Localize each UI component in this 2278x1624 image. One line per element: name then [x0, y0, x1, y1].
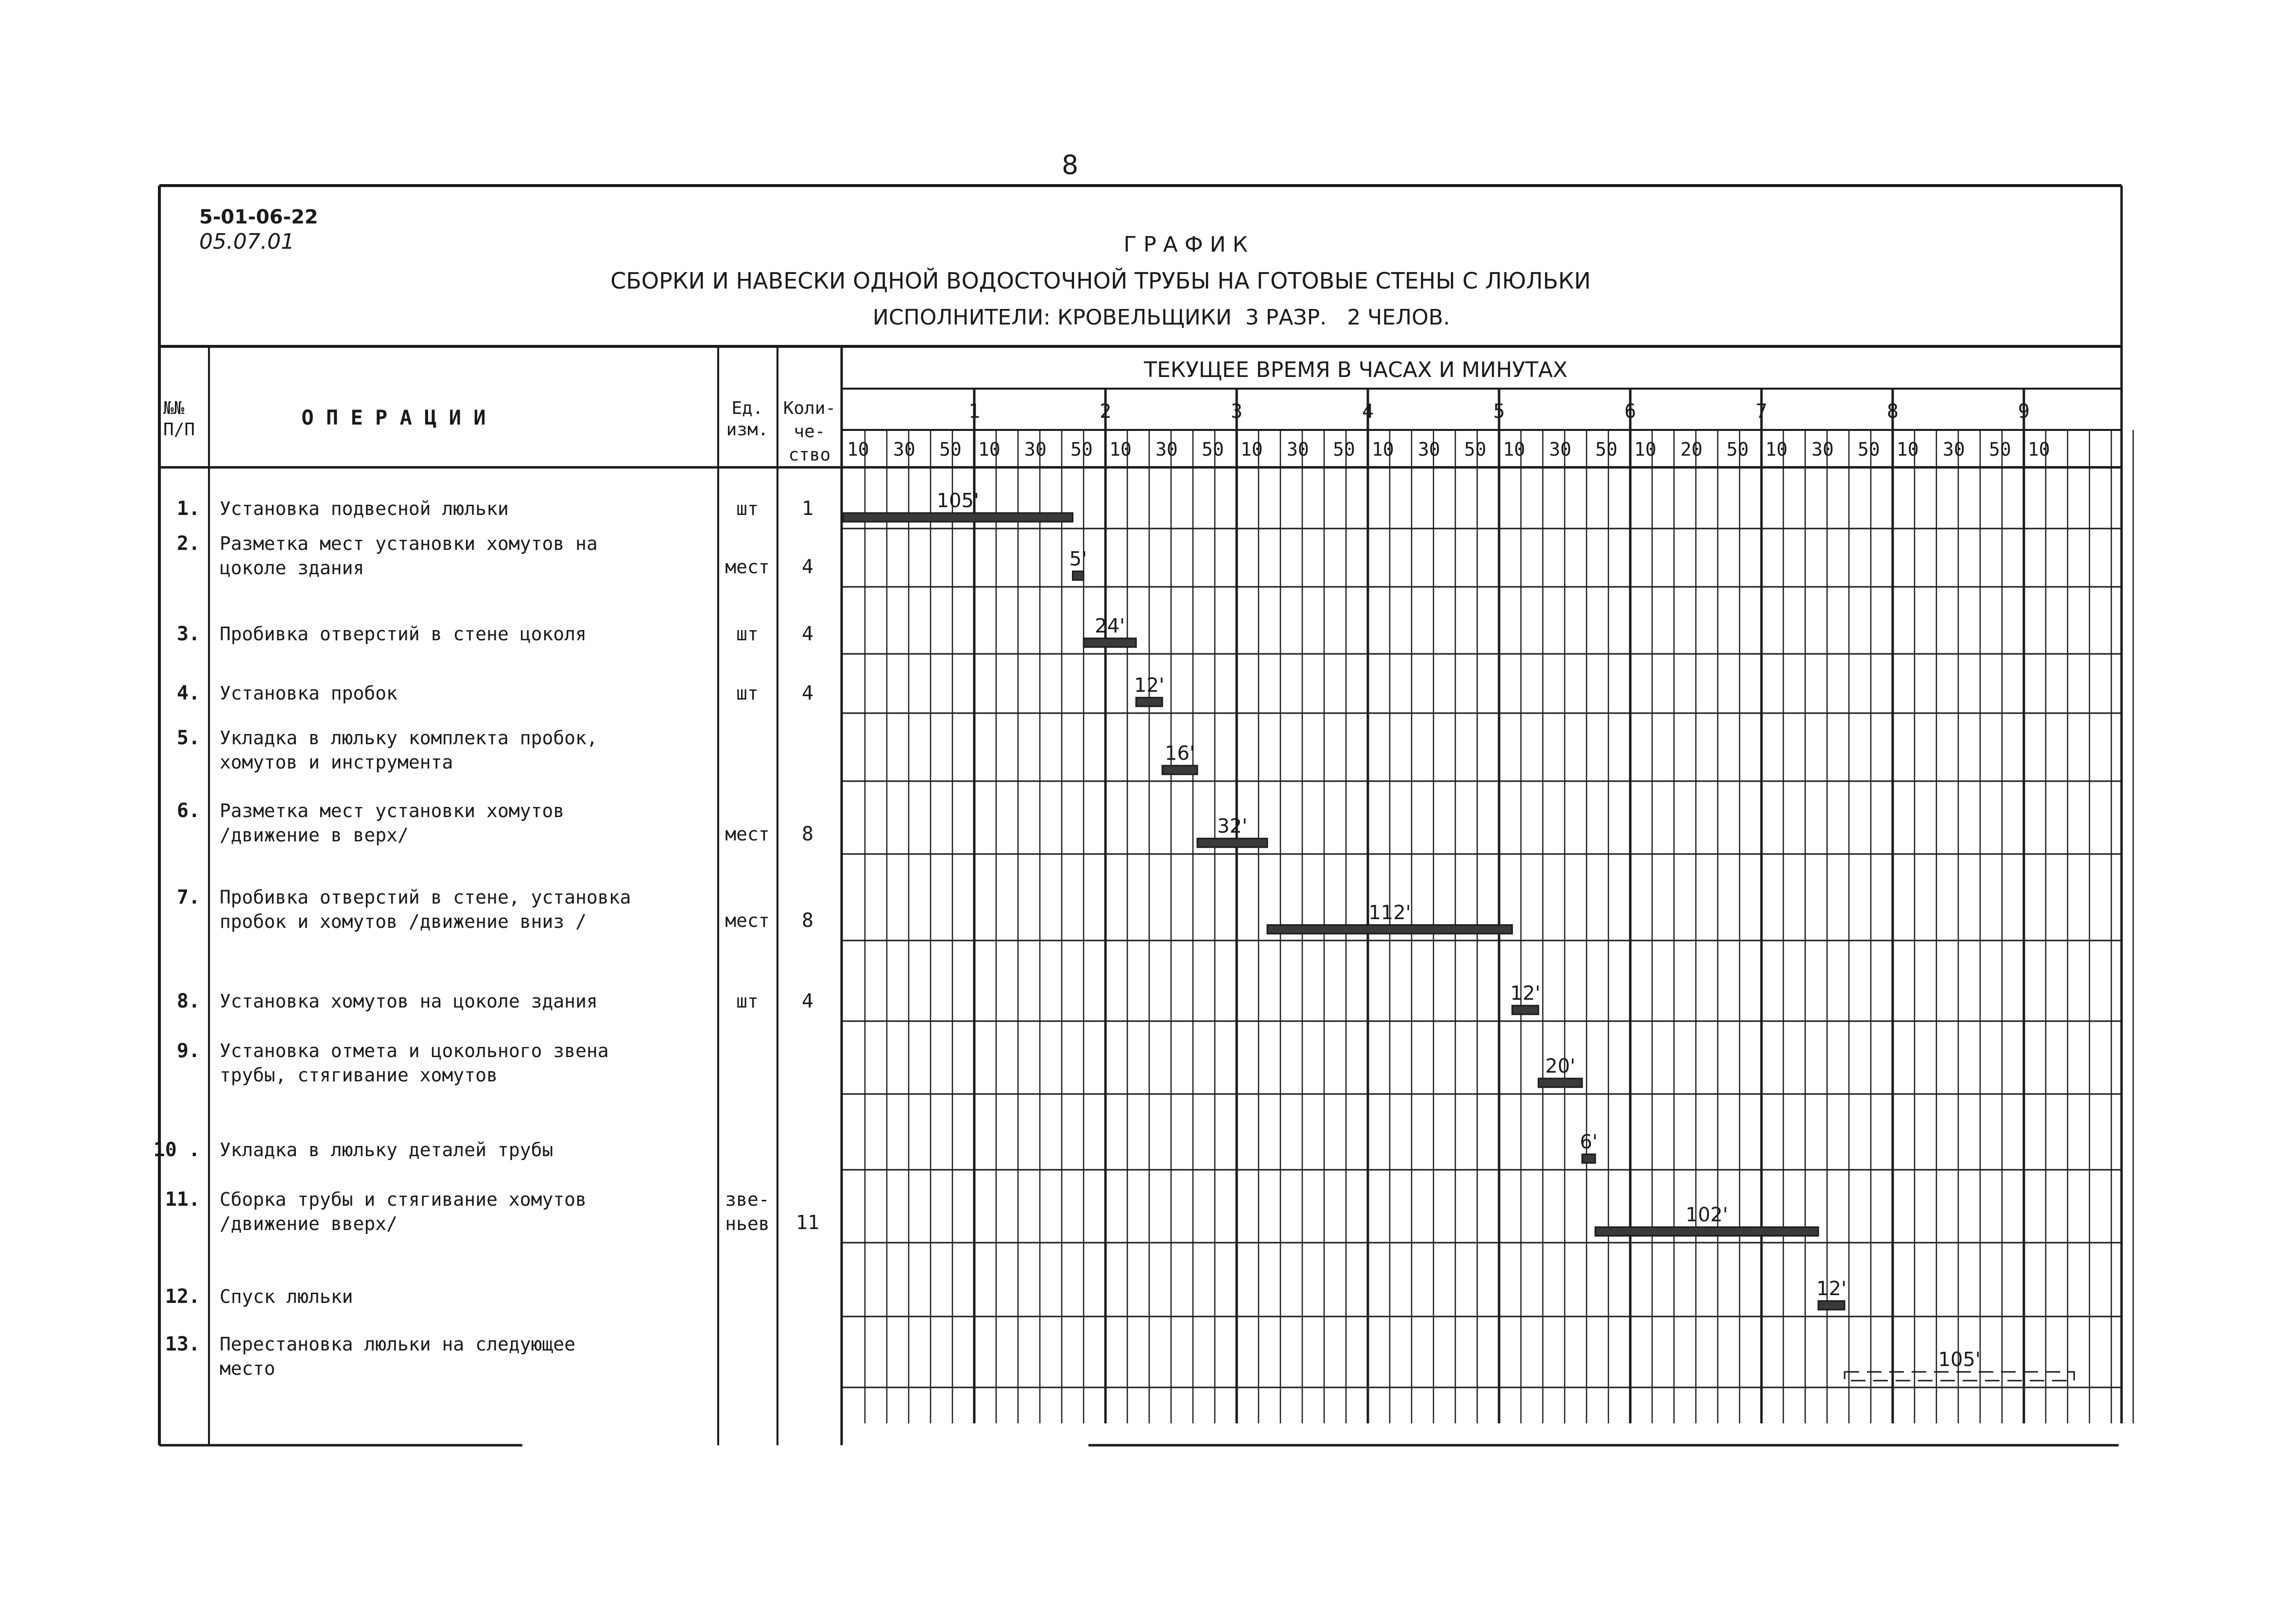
hour-label: 3 — [1230, 400, 1243, 423]
header-operations: О П Е Р А Ц И И — [301, 406, 486, 429]
hour-label: 8 — [1886, 400, 1899, 423]
operation-number: 3. — [176, 623, 200, 645]
operation-number: 13. — [165, 1333, 200, 1355]
gantt-bar — [1582, 1154, 1595, 1163]
duration-label: 20' — [1545, 1055, 1575, 1077]
minute-label: 50 — [1726, 439, 1749, 460]
gantt-bar — [1197, 838, 1267, 847]
minute-label: 10 — [978, 439, 1001, 460]
operation-name: цоколе здания — [220, 557, 364, 579]
gantt-bar — [1595, 1227, 1818, 1236]
duration-label: 105' — [1938, 1349, 1981, 1371]
duration-label: 102' — [1685, 1204, 1728, 1226]
operation-number: 1. — [176, 497, 200, 520]
minute-label: 10 — [1503, 439, 1525, 460]
minute-label: 50 — [939, 439, 962, 460]
operation-unit: ньев — [725, 1213, 770, 1234]
minute-label: 30 — [1812, 439, 1834, 460]
duration-label: 12' — [1134, 674, 1164, 697]
operation-number: 4. — [176, 682, 200, 704]
duration-label: 112' — [1368, 902, 1411, 924]
operation-name: трубы, стягивание хомутов — [220, 1064, 498, 1086]
minute-label: 50 — [1858, 439, 1880, 460]
operation-row — [154, 1139, 2122, 1170]
hour-label: 4 — [1362, 400, 1374, 423]
operation-name: Укладка в люльку деталей трубы — [220, 1139, 553, 1161]
gantt-bar — [1845, 1372, 2074, 1381]
header-qty-line3: ство — [788, 445, 831, 465]
operation-name: Разметка мест установки хомутов на — [220, 533, 598, 554]
gantt-bar — [1136, 698, 1162, 706]
operation-number: 5. — [176, 727, 200, 749]
minute-label: 30 — [1156, 439, 1178, 460]
operation-name: Разметка мест установки хомутов — [220, 800, 565, 821]
minute-label: 30 — [1943, 439, 1965, 460]
operation-name: пробок и хомутов /движение вниз / — [220, 911, 587, 932]
hour-label: 6 — [1624, 400, 1637, 423]
operation-unit: мест — [725, 910, 770, 931]
operation-name: Пробивка отверстий в стене цоколя — [220, 623, 587, 645]
hour-label: 5 — [1493, 400, 1505, 423]
minute-label: 50 — [1989, 439, 2011, 460]
gantt-bar — [1084, 638, 1136, 647]
operation-unit: мест — [725, 556, 770, 578]
operation-unit: мест — [725, 823, 770, 845]
operation-quantity: 4 — [801, 623, 814, 645]
minute-label: 10 — [1241, 439, 1263, 460]
operation-row — [165, 1333, 2122, 1387]
operation-quantity: 4 — [801, 556, 814, 578]
minute-label: 50 — [1202, 439, 1224, 460]
operation-unit: шт — [736, 498, 759, 519]
hour-label: 7 — [1755, 400, 1768, 423]
duration-label: 12' — [1510, 982, 1540, 1005]
operation-quantity: 4 — [801, 990, 814, 1012]
operation-number: 2. — [176, 532, 200, 555]
performers-line: ИСПОЛНИТЕЛИ: КРОВЕЛЬЩИКИ 3 РАЗР. 2 ЧЕЛОВ. — [873, 305, 1450, 330]
operation-number: 6. — [176, 800, 200, 822]
operation-number: 12. — [165, 1285, 200, 1308]
minute-label: 30 — [893, 439, 915, 460]
minute-label: 30 — [1287, 439, 1309, 460]
operation-name: место — [220, 1358, 276, 1379]
operations-list — [154, 497, 2122, 1387]
operation-quantity: 1 — [801, 497, 814, 520]
operation-number: 10 . — [153, 1139, 200, 1161]
hour-label: 9 — [2018, 400, 2030, 423]
minute-label: 20 — [1680, 439, 1703, 460]
gantt-bar — [1073, 571, 1084, 580]
minute-label: 10 — [2028, 439, 2050, 460]
operation-name: Установка пробок — [220, 683, 398, 704]
duration-label: 6' — [1580, 1131, 1598, 1153]
header-qty-line2: че- — [794, 422, 826, 442]
schedule-title: Г Р А Ф И К — [1123, 232, 1248, 257]
minute-label: 30 — [1418, 439, 1440, 460]
header-qty-line1: Коли- — [783, 398, 836, 418]
operation-name: Укладка в люльку комплекта пробок, — [220, 727, 598, 749]
minute-label: 10 — [1372, 439, 1394, 460]
time-grid — [865, 389, 2133, 1423]
operation-quantity: 8 — [801, 909, 814, 932]
operation-name: Перестановка люльки на следующее — [220, 1333, 576, 1355]
minute-label: 30 — [1024, 439, 1047, 460]
minute-label: 10 — [1765, 439, 1788, 460]
operation-unit: шт — [736, 623, 759, 645]
operation-unit: шт — [736, 991, 759, 1012]
operation-quantity: 8 — [801, 823, 814, 845]
operation-name: Сборка трубы и стягивание хомутов — [220, 1189, 587, 1210]
operation-name: Пробивка отверстий в стене, установка — [220, 887, 631, 908]
header-time-title: ТЕКУЩЕЕ ВРЕМЯ В ЧАСАХ И МИНУТАХ — [1144, 358, 1568, 382]
hour-label: 2 — [1099, 400, 1112, 423]
minute-label: 10 — [1634, 439, 1657, 460]
operation-quantity: 11 — [795, 1212, 820, 1234]
minute-label: 50 — [1070, 439, 1093, 460]
gantt-bar — [1818, 1301, 1845, 1310]
document-code: 5-01-06-22 — [199, 206, 318, 228]
minute-label: 30 — [1549, 439, 1571, 460]
duration-label: 105' — [936, 490, 979, 512]
operation-number: 11. — [165, 1188, 200, 1211]
operation-name: /движение в верх/ — [220, 824, 409, 846]
document-date: 05.07.01 — [199, 229, 294, 254]
operation-name: /движение вверх/ — [220, 1213, 398, 1234]
gantt-bar — [1267, 925, 1512, 934]
operation-name: Спуск люльки — [220, 1286, 353, 1307]
gantt-bars — [843, 490, 2074, 1381]
header-unit-line1: Ед. — [731, 398, 763, 418]
header-num-line2: П/П — [163, 420, 195, 440]
duration-label: 32' — [1217, 815, 1247, 838]
hour-label: 1 — [968, 400, 981, 423]
minute-label: 10 — [1109, 439, 1132, 460]
duration-label: 5' — [1069, 548, 1087, 570]
minute-label: 50 — [1464, 439, 1486, 460]
operation-name: Установка подвесной люльки — [220, 498, 509, 519]
duration-label: 16' — [1165, 742, 1195, 765]
minute-label: 10 — [847, 439, 869, 460]
minute-label: 50 — [1595, 439, 1618, 460]
operation-name: Установка отмета и цокольного звена — [220, 1040, 609, 1061]
duration-label: 12' — [1816, 1278, 1847, 1300]
schedule-subtitle: СБОРКИ И НАВЕСКИ ОДНОЙ ВОДОСТОЧНОЙ ТРУБЫ НА ГОТОВЫЕ СТЕНЫ С ЛЮЛЬКИ — [610, 268, 1591, 294]
operation-name: хомутов и инструмента — [220, 752, 453, 773]
operation-unit: зве- — [725, 1189, 770, 1210]
operation-number: 9. — [176, 1040, 200, 1062]
operation-number: 8. — [176, 990, 200, 1012]
duration-label: 24' — [1095, 615, 1125, 637]
minute-label: 50 — [1333, 439, 1355, 460]
operation-number: 7. — [176, 886, 200, 908]
gantt-bar — [843, 513, 1073, 522]
operation-row — [165, 1188, 2122, 1243]
gantt-bar — [1512, 1006, 1538, 1014]
header-num-line1: №№ — [163, 398, 185, 418]
operation-name: Установка хомутов на цоколе здания — [220, 991, 598, 1012]
minute-label: 10 — [1897, 439, 1919, 460]
page-number: 8 — [1061, 150, 1079, 180]
operation-quantity: 4 — [801, 682, 814, 704]
gantt-bar — [1162, 766, 1197, 774]
gantt-bar — [1538, 1078, 1582, 1087]
operation-unit: шт — [736, 683, 759, 704]
header-unit-line2: изм. — [726, 420, 769, 440]
